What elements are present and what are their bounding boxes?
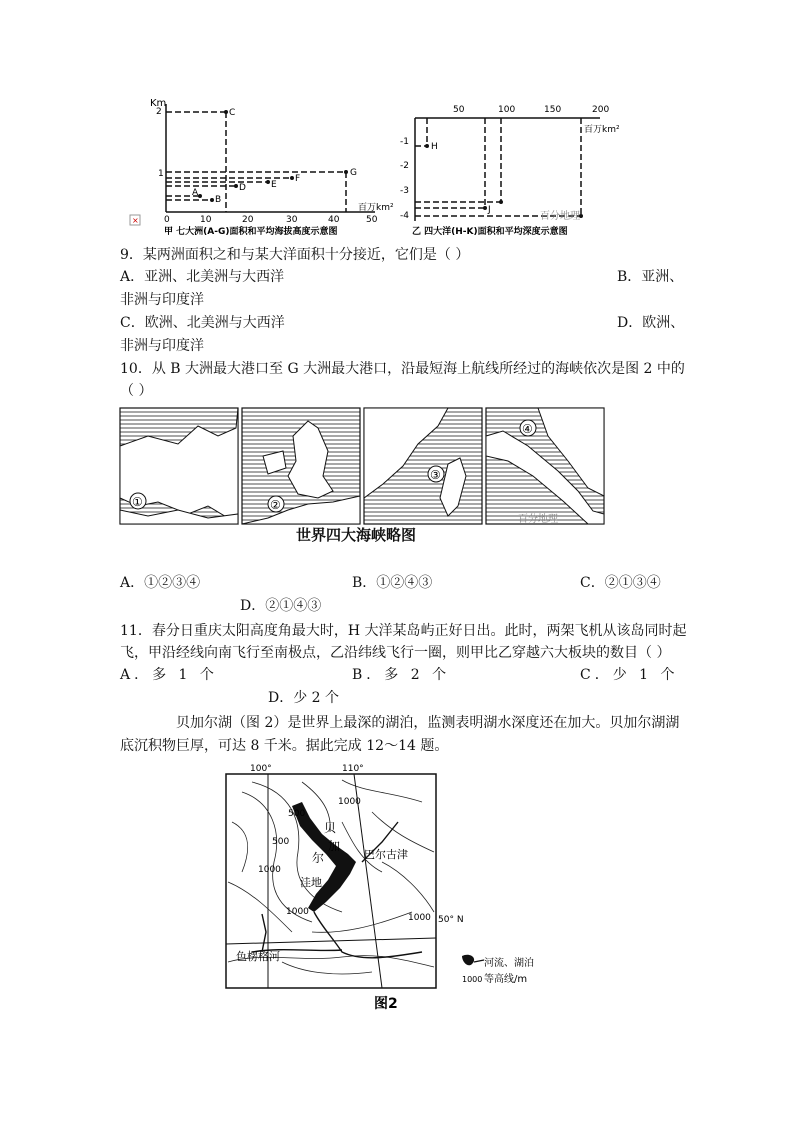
left-y-tick-2: 2 <box>156 107 162 117</box>
point-C: C <box>229 108 236 118</box>
point-B: B <box>215 195 222 205</box>
strait-panel-2 <box>242 408 360 524</box>
q9-option-c: C．欧洲、北美洲与大西洋 <box>120 315 285 331</box>
q9-option-b-cont: 非洲与印度洋 <box>120 292 204 308</box>
contour-1000-b: 1000 <box>258 865 281 875</box>
fig1-watermark: 百分地理 <box>540 211 580 222</box>
selenga-label: 色楞格河 <box>236 950 280 963</box>
legend-contour-label: 等高线/m <box>484 974 528 985</box>
q9-stem: 9．某两洲面积之和与某大洋面积十分接近，它们是（ ） <box>120 247 470 263</box>
left-x-tick-0: 0 <box>164 215 170 225</box>
intro-line-1: 贝加尔湖（图 2）是世界上最深的湖泊，监测表明湖水深度还在加大。贝加尔湖湖 <box>176 715 680 731</box>
straits-figure-title: 世界四大海峡略图 <box>296 526 417 544</box>
intro-line-2: 底沉积物巨厚，可达 8 千米。据此完成 12～14 题。 <box>120 738 449 754</box>
legend-river-label: 河流、湖泊 <box>484 958 534 969</box>
straits-watermark: 百分地理 <box>518 514 558 525</box>
right-y-tick-3: -3 <box>400 186 409 196</box>
q10-stem-cont: （ ） <box>120 383 153 399</box>
q11-option-a: A．多 1 个 <box>120 667 218 683</box>
left-y-tick-1: 1 <box>158 169 164 179</box>
point-E: E <box>271 180 277 190</box>
contour-500-b: 500 <box>272 837 290 847</box>
strait-marker-3: ③ <box>430 468 441 482</box>
left-x-tick-40: 40 <box>328 215 340 225</box>
left-y-unit: Km <box>150 98 167 109</box>
q10-option-d: D．②①④③ <box>240 598 322 614</box>
q9-option-d: D．欧洲、 <box>617 315 685 331</box>
legend-contour-sample: 1000 <box>462 975 483 984</box>
left-x-tick-30: 30 <box>286 215 298 225</box>
right-y-tick-2: -2 <box>400 161 409 171</box>
right-x-tick-100: 100 <box>498 105 516 115</box>
barguzin-label: 巴尔古津 <box>364 848 408 861</box>
q11-option-b: B．多 2 个 <box>352 667 451 683</box>
right-x-tick-200: 200 <box>592 105 610 115</box>
contour-500-a: 500 <box>288 809 306 819</box>
strait-marker-4: ④ <box>522 422 533 436</box>
lon-110: 110° <box>342 764 364 774</box>
charts-svg <box>120 96 640 241</box>
q9-option-d-cont: 非洲与印度洋 <box>120 338 204 354</box>
strait-panel-3 <box>364 408 482 524</box>
q11-stem: 11．春分日重庆太阳高度角最大时，H 大洋某岛屿正好日出。此时，两架飞机从该岛同时起 <box>120 623 687 639</box>
strait-marker-1: ① <box>132 495 143 509</box>
q10-option-c: C．②①③④ <box>580 575 661 591</box>
point-D: D <box>239 183 246 193</box>
q11-option-c: C．少 1 个 <box>580 667 679 683</box>
left-x-tick-10: 10 <box>200 215 212 225</box>
contour-1000-a: 1000 <box>338 797 361 807</box>
point-H: H <box>431 142 438 152</box>
lake-label-char-3: 尔 <box>312 851 325 865</box>
left-caption: 甲 七大洲(A-G)面积和平均海拔高度示意图 <box>164 227 338 237</box>
map-caption: 图2 <box>374 996 398 1012</box>
baikal-map-figure <box>222 762 566 1018</box>
q11-stem-cont: 飞，甲沿经线向南飞行至南极点，乙沿纬线飞行一圈，则甲比乙穿越六大板块的数目（ ） <box>120 645 671 661</box>
right-x-tick-50: 50 <box>453 105 465 115</box>
strait-panel-4 <box>486 408 604 525</box>
q9-option-a: A．亚洲、北美洲与大西洋 <box>120 269 285 285</box>
left-x-tick-50: 50 <box>366 215 378 225</box>
left-x-tick-20: 20 <box>242 215 254 225</box>
svg-text:×: × <box>132 216 139 225</box>
q10-stem: 10．从 B 大洲最大港口至 G 大洲最大港口，沿最短海上航线所经过的海峡依次是图 2 中的 <box>120 361 685 377</box>
figure-continents-oceans <box>120 96 640 241</box>
depression-label: 洼地 <box>300 876 322 889</box>
right-y-tick-4: -4 <box>400 211 409 221</box>
lake-label-char-1: 贝 <box>324 821 337 835</box>
point-A: A <box>192 188 199 198</box>
right-caption: 乙 四大洋(H-K)面积和平均深度示意图 <box>412 227 568 237</box>
q9-option-b: B．亚洲、 <box>617 269 684 285</box>
contour-1000-d: 1000 <box>408 913 431 923</box>
right-y-tick-1: -1 <box>400 137 409 147</box>
lake-label-char-2: 加 <box>328 839 341 853</box>
point-J: J <box>488 205 491 215</box>
q10-option-a: A．①②③④ <box>120 575 201 591</box>
left-x-unit: 百万km² <box>358 203 394 213</box>
lat-50: 50° N <box>438 915 464 925</box>
right-x-unit: 百万km² <box>584 125 620 135</box>
q10-option-b: B．①②④③ <box>352 575 433 591</box>
point-F: F <box>295 174 301 184</box>
right-x-tick-150: 150 <box>544 105 562 115</box>
strait-marker-2: ② <box>270 498 281 512</box>
q11-option-d: D．少 2 个 <box>268 690 340 706</box>
legend-river-icon <box>462 955 474 966</box>
strait-panel-1 <box>120 408 238 524</box>
contour-1000-c: 1000 <box>286 907 309 917</box>
point-G: G <box>350 168 357 178</box>
lon-100: 100° <box>250 764 272 774</box>
